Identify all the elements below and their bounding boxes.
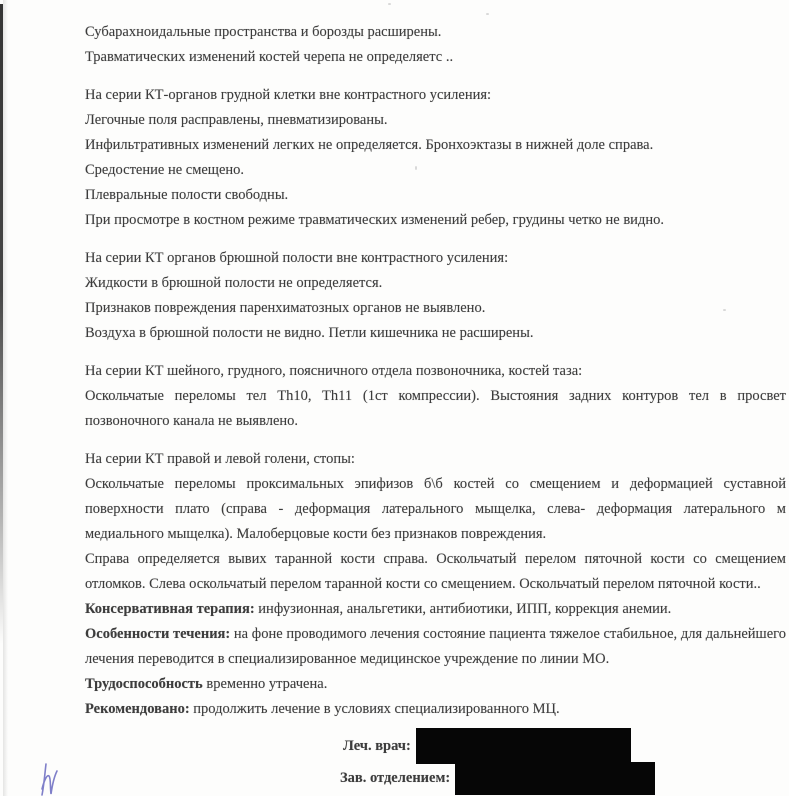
paragraph-label: Особенности течения: — [85, 626, 231, 642]
paragraph-label: Трудоспособность — [85, 676, 203, 692]
report-paragraph: Субарахноидальные пространства и борозды расширены. — [85, 24, 442, 40]
redaction-box — [455, 762, 655, 795]
report-paragraph: Жидкости в брюшной полости не определяется. — [85, 275, 383, 291]
report-paragraph: На серии КТ-органов грудной клетки вне контрастного усиления: — [85, 87, 492, 103]
report-section — [85, 359, 786, 434]
report-body — [85, 20, 786, 735]
report-paragraph: Воздуха в брюшной полости не видно. Петли кишечника не расширены. — [85, 325, 534, 341]
report-section — [85, 20, 786, 70]
scan-speck — [388, 3, 391, 5]
report-paragraph: Средостение не смещено. — [85, 162, 245, 178]
report-paragraph: Консервативная терапия: инфузионная, анальгетики, антибиотики, ИПП, коррекция анемии. — [85, 601, 672, 617]
paragraph-label: Рекомендовано: — [85, 701, 190, 717]
report-paragraph: Оскольчатые переломы проксимальных эпифизов б\б костей со смещением и деформацией суставной поверхности плато (справа - деформация латерального мыщелка, слева- деформация латерального м медиального мыщелка). Малоберцовые кости без признаков повреждения. — [85, 476, 786, 542]
report-paragraph: Оскольчатые переломы тел Th10, Th11 (1ст компрессии). Выстояния задних контуров тел в просвет позвоночного канала не выявлено. — [85, 388, 786, 429]
scan-speck — [486, 13, 489, 15]
report-paragraph: На серии КТ правой и левой голени, стопы: — [85, 451, 355, 467]
ink-scribble — [36, 758, 70, 796]
report-paragraph: Трудоспособность временно утрачена. — [85, 676, 328, 692]
report-paragraph: Признаков повреждения паренхиматозных органов не выявлено. — [85, 300, 486, 316]
report-paragraph: Особенности течения: на фоне проводимого лечения состояние пациента тяжелое стабильное, для дальнейшего лечения переводится в специализированное медицинское учреждение по линии МО. — [85, 626, 786, 667]
report-paragraph: На серии КТ шейного, грудного, поясничного отдела позвоночника, костей таза: — [85, 363, 583, 379]
report-paragraph: Справа определяется вывих таранной кости справа. Оскольчатый перелом пяточной кости со смещением отломков. Слева оскольчатый перелом таранной кости со смещением. Оскольчатый перелом пяточной кости.. — [85, 551, 786, 592]
redaction-box — [416, 728, 631, 764]
report-paragraph: Легочные поля расправлены, пневматизированы. — [85, 112, 388, 128]
department-head-signature-row — [340, 760, 655, 796]
report-paragraph: На серии КТ органов брюшной полости вне контрастного усиления: — [85, 250, 509, 266]
department-head-label: Зав. отделением: — [340, 769, 451, 786]
paragraph-label: Консервативная терапия: — [85, 601, 255, 617]
report-paragraph: Травматических изменений костей черепа не определяетс .. — [85, 49, 454, 65]
attending-doctor-label: Леч. врач: — [343, 737, 411, 754]
report-section — [85, 447, 786, 722]
report-section — [85, 246, 786, 346]
scan-edge-gradient — [3, 0, 8, 796]
report-paragraph: Инфильтративных изменений легких не определяется. Бронхоэктазы в нижней доле справа. — [85, 137, 654, 153]
report-section — [85, 83, 786, 233]
report-paragraph: Плевральные полости свободны. — [85, 187, 289, 203]
report-paragraph: Рекомендовано: продолжить лечение в условиях специализированного МЦ. — [85, 701, 560, 717]
report-paragraph: При просмотре в костном режиме травматических изменений ребер, грудины четко не видно. — [85, 212, 664, 228]
